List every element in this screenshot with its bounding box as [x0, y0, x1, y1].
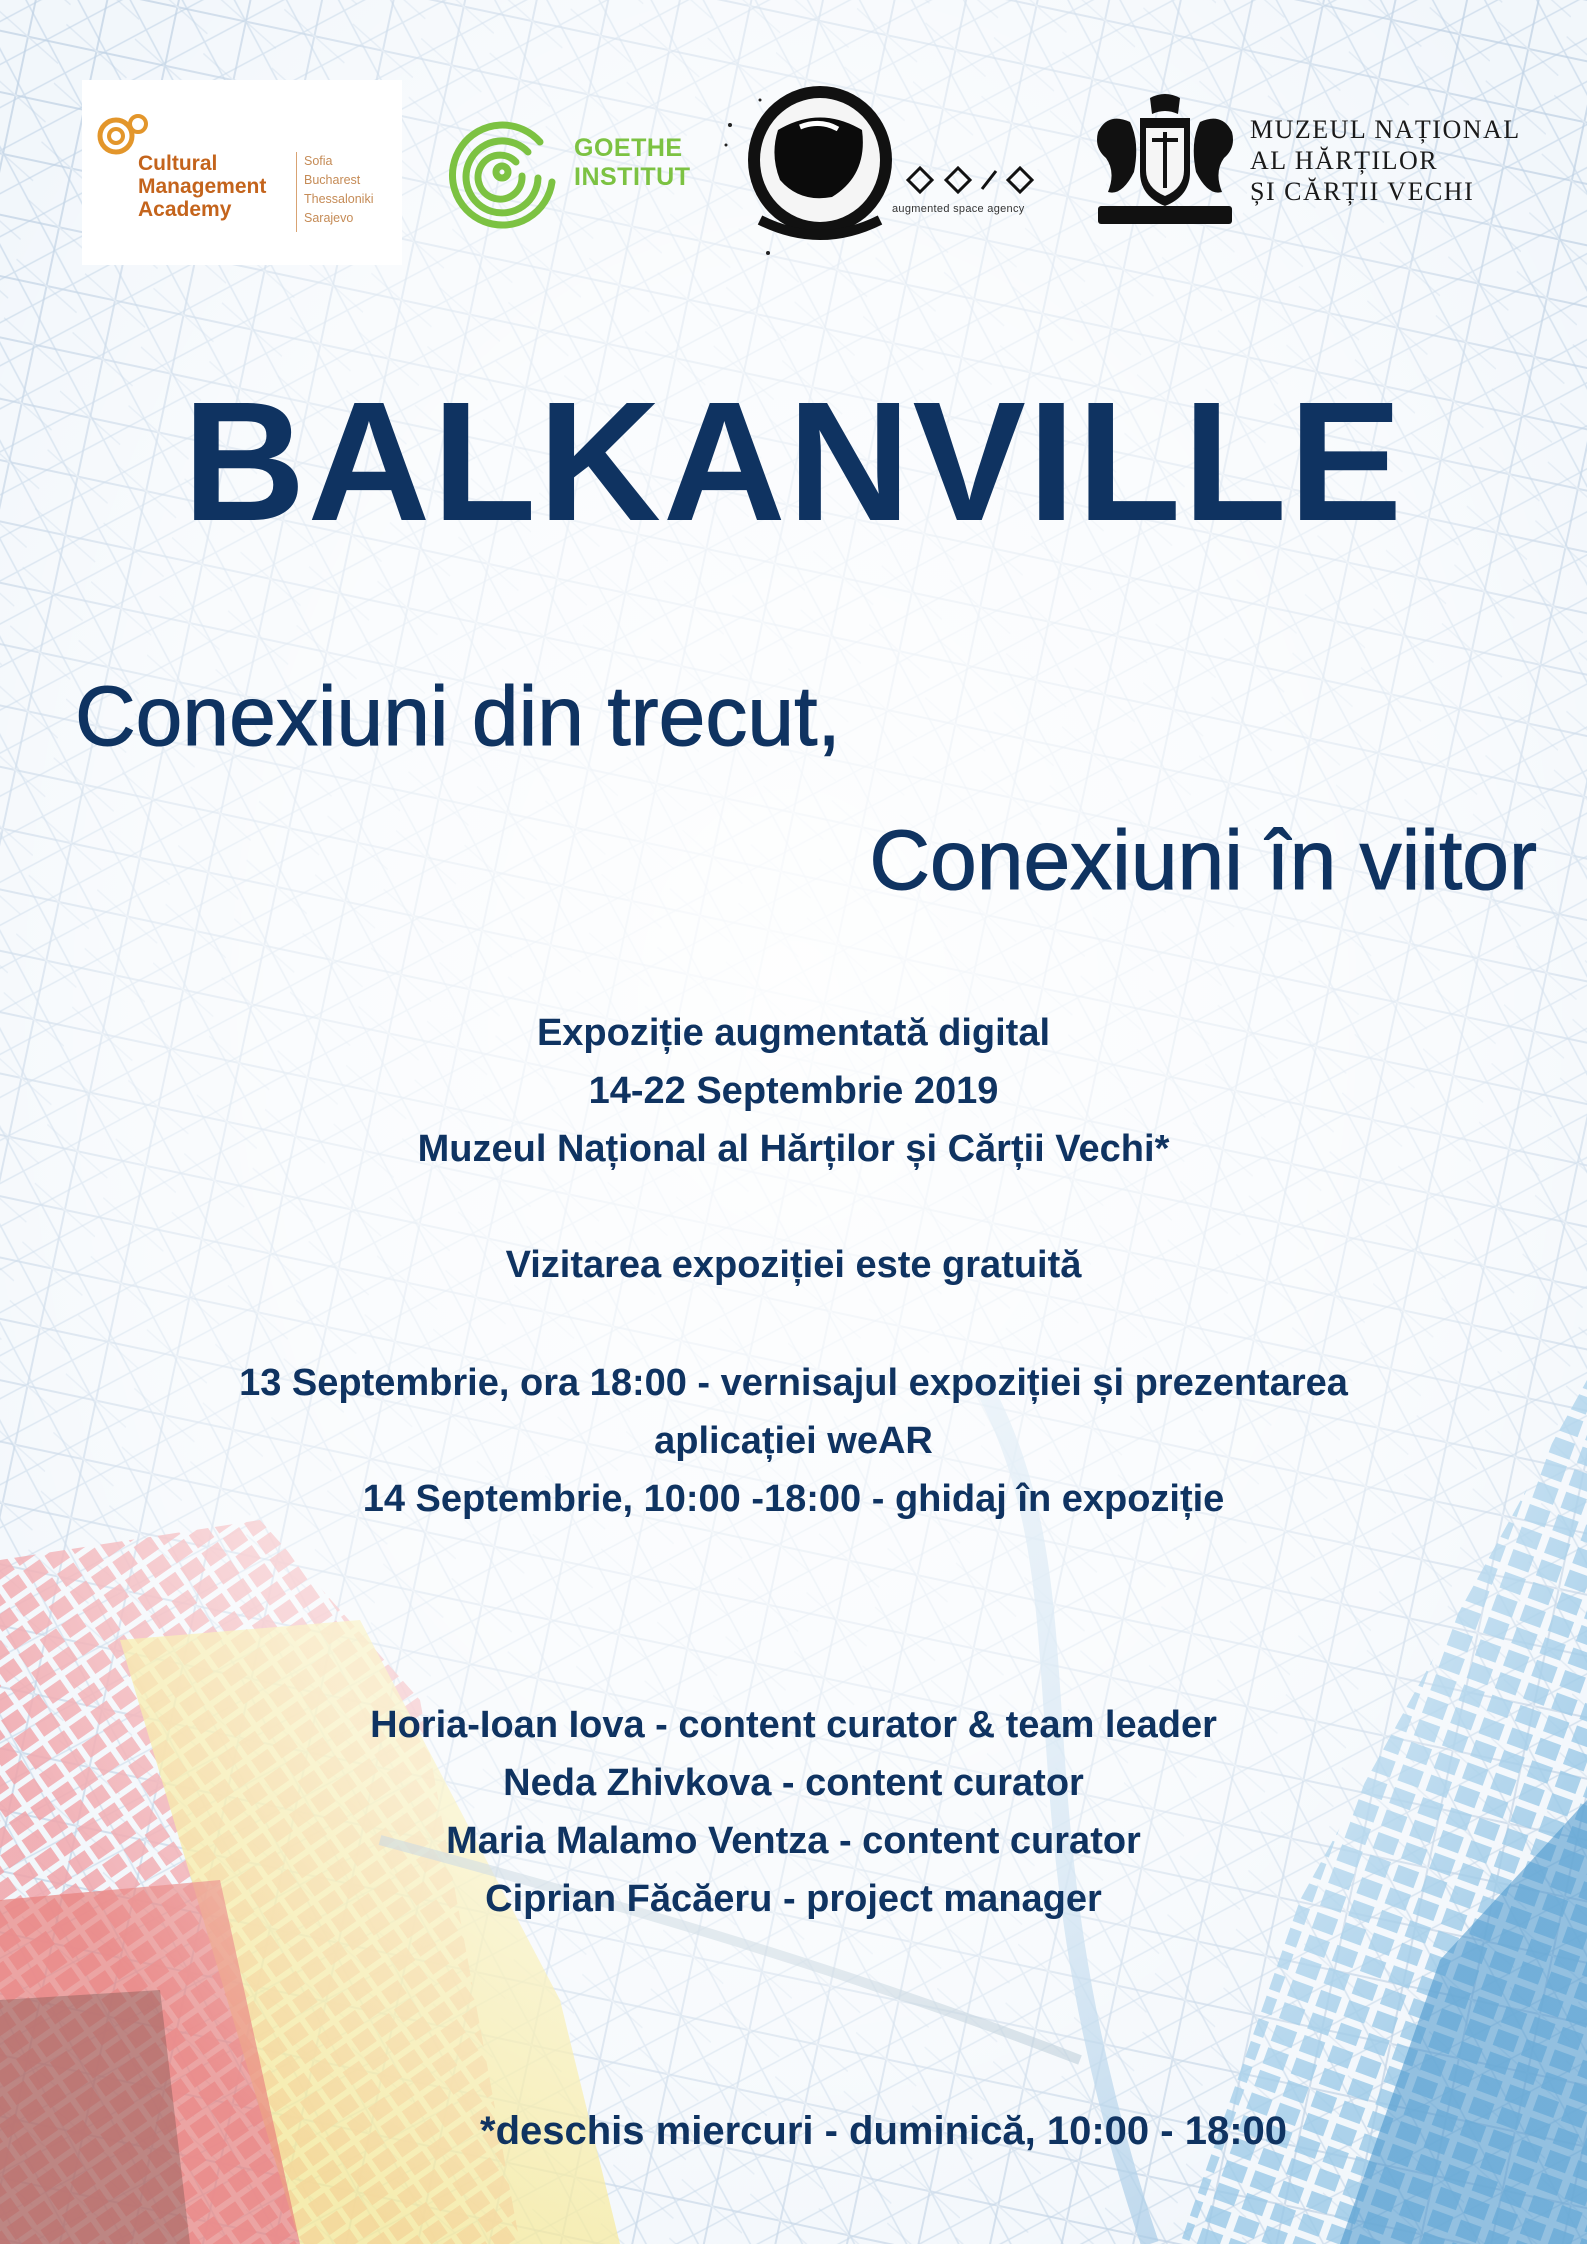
cma-divider: [296, 152, 297, 232]
coat-of-arms-icon: [1090, 92, 1240, 232]
cma-name-line: Cultural: [138, 152, 218, 175]
cma-city: Bucharest: [304, 173, 361, 187]
team-member: Horia-Ioan Iova - content curator & team leader: [370, 1704, 1217, 1746]
museum-name-line: ȘI CĂRȚII VECHI: [1250, 177, 1475, 206]
poster-title: BALKANVILLE: [182, 367, 1405, 557]
goethe-institut-logo: [440, 112, 700, 232]
event-line: 14 Septembrie, 10:00 -18:00 - ghidaj în expoziție: [362, 1478, 1225, 1520]
team-member: Neda Zhivkova - content curator: [503, 1762, 1084, 1804]
astronaut-helmet-icon: [720, 85, 1050, 260]
museum-logo: [1090, 92, 1560, 232]
goethe-word: INSTITUT: [574, 163, 691, 191]
goethe-word: GOETHE: [574, 134, 683, 162]
exhibition-type: Expoziție augmentată digital: [536, 1012, 1051, 1054]
team-member: Maria Malamo Ventza - content curator: [446, 1820, 1141, 1862]
cultural-management-academy-logo: [82, 80, 402, 265]
cma-city: Sofia: [304, 154, 333, 168]
subtitle-line-2: Conexiuni în viitor: [869, 813, 1537, 907]
event-line: aplicației weAR: [654, 1420, 933, 1462]
exhibition-dates: 14-22 Septembrie 2019: [588, 1070, 999, 1112]
cma-city: Thessaloniki: [304, 192, 374, 206]
cma-city: Sarajevo: [304, 211, 354, 225]
cma-name: [138, 152, 298, 221]
cma-name-line: Management: [138, 175, 267, 198]
cma-cities: [304, 152, 400, 228]
exhibition-venue: Muzeul Național al Hărților și Cărții Vechi*: [417, 1128, 1170, 1170]
augmented-space-agency-logo: [720, 85, 1050, 260]
museum-name-line: AL HĂRȚILOR: [1250, 146, 1439, 175]
goethe-spiral-icon: [440, 112, 570, 232]
free-entry-text: Vizitarea expoziției este gratuită: [505, 1244, 1082, 1286]
team-member: Ciprian Făcăeru - project manager: [485, 1878, 1102, 1920]
subtitle-line-1: Conexiuni din trecut,: [75, 669, 841, 763]
asa-tagline: augmented space agency: [892, 203, 1025, 215]
cma-name-line: Academy: [138, 198, 232, 221]
event-line: 13 Septembrie, ora 18:00 - vernisajul expoziției și prezentarea: [239, 1362, 1348, 1404]
museum-name-line: MUZEUL NAȚIONAL: [1250, 115, 1521, 144]
museum-name: [1250, 114, 1560, 207]
opening-hours-footnote: *deschis miercuri - duminică, 10:00 - 18:00: [480, 2109, 1288, 2153]
goethe-wordmark: [574, 134, 700, 192]
